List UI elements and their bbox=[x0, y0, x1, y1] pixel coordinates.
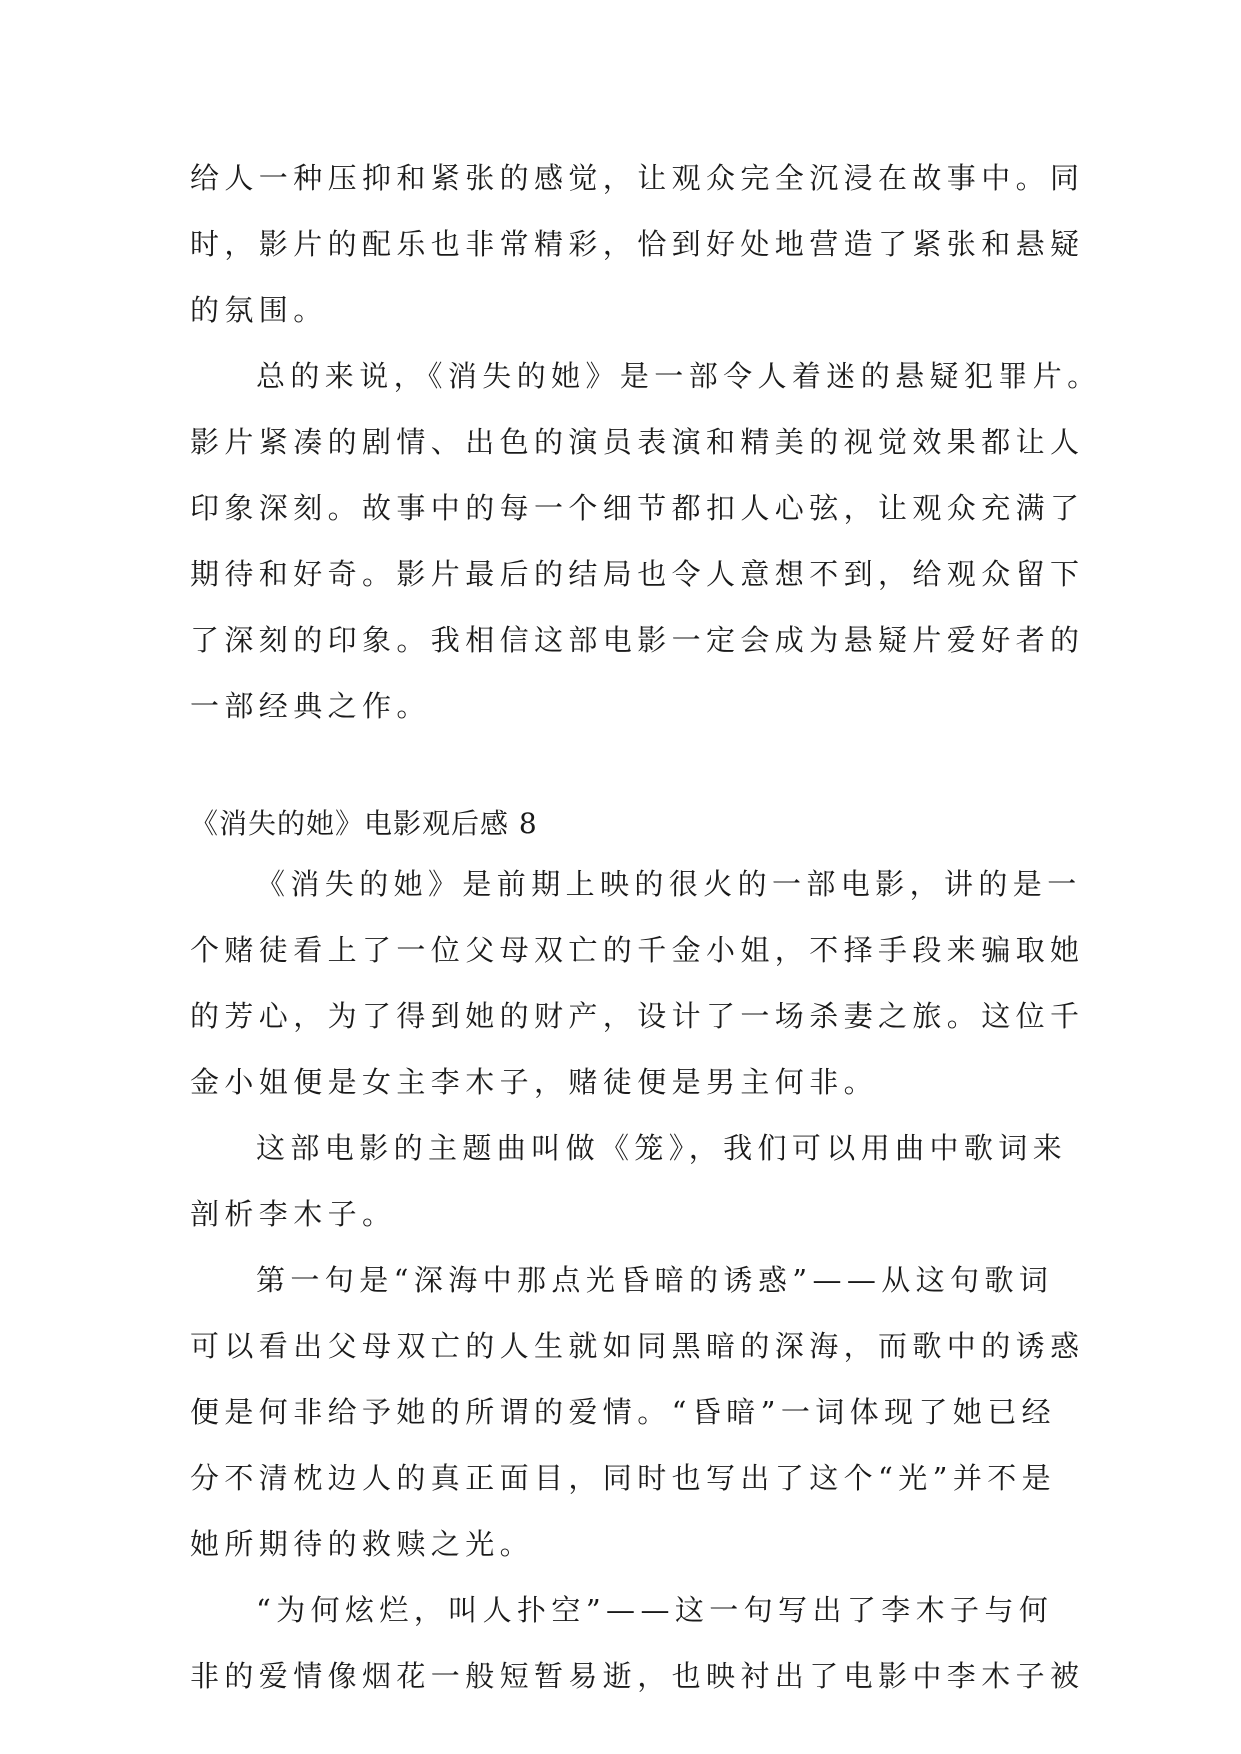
paragraph bbox=[190, 158, 1085, 330]
text-line: 个赌徒看上了一位父母双亡的千金小姐，不择手段来骗取她 bbox=[190, 933, 1085, 967]
text-line: 给人一种压抑和紧张的感觉，让观众完全沉浸在故事中。同 bbox=[190, 161, 1085, 195]
paragraph bbox=[190, 1260, 1085, 1564]
text-line: “为何炫烂，叫人扑空”——这一句写出了李木子与何 bbox=[256, 1593, 1054, 1627]
document-body bbox=[190, 158, 1102, 1696]
text-line: 非的爱情像烟花一般短暂易逝，也映衬出了电影中李木子被 bbox=[190, 1659, 1085, 1693]
text-line: 这部电影的主题曲叫做《笼》，我们可以用曲中歌词来 bbox=[256, 1131, 1068, 1165]
text-line: 可以看出父母双亡的人生就如同黑暗的深海，而歌中的诱惑 bbox=[190, 1329, 1085, 1363]
text-line: 《消失的她》是前期上映的很火的一部电影，讲的是一 bbox=[256, 867, 1082, 901]
paragraph bbox=[190, 1590, 1085, 1696]
text-line: 时，影片的配乐也非常精彩，恰到好处地营造了紧张和悬疑 bbox=[190, 227, 1085, 261]
text-line: 的芳心，为了得到她的财产，设计了一场杀妻之旅。这位千 bbox=[190, 999, 1085, 1033]
paragraph bbox=[190, 864, 1085, 1102]
text-line: 第一句是“深海中那点光昏暗的诱惑”——从这句歌词 bbox=[256, 1263, 1054, 1297]
text-line: 金小姐便是女主李木子，赌徒便是男主何非。 bbox=[190, 1065, 879, 1099]
paragraph bbox=[190, 356, 1102, 726]
text-line: 影片紧凑的剧情、出色的演员表演和精美的视觉效果都让人 bbox=[190, 425, 1085, 459]
section-title: 《消失的她》电影观后感 8 bbox=[190, 807, 538, 840]
text-line: 总的来说，《消失的她》是一部令人着迷的悬疑犯罪片。 bbox=[256, 359, 1102, 393]
paragraph bbox=[190, 1128, 1068, 1234]
text-line: 印象深刻。故事中的每一个细节都扣人心弦，让观众充满了 bbox=[190, 491, 1085, 525]
text-line: 她所期待的救赎之光。 bbox=[190, 1527, 535, 1561]
text-line: 一部经典之作。 bbox=[190, 689, 431, 723]
text-line: 便是何非给予她的所谓的爱情。“昏暗”一词体现了她已经 bbox=[190, 1395, 1057, 1429]
text-line: 的氛围。 bbox=[190, 293, 328, 327]
text-line: 期待和好奇。影片最后的结局也令人意想不到，给观众留下 bbox=[190, 557, 1085, 591]
text-line: 剖析李木子。 bbox=[190, 1197, 397, 1231]
text-line: 了深刻的印象。我相信这部电影一定会成为悬疑片爱好者的 bbox=[190, 623, 1085, 657]
text-line: 分不清枕边人的真正面目，同时也写出了这个“光”并不是 bbox=[190, 1461, 1057, 1495]
